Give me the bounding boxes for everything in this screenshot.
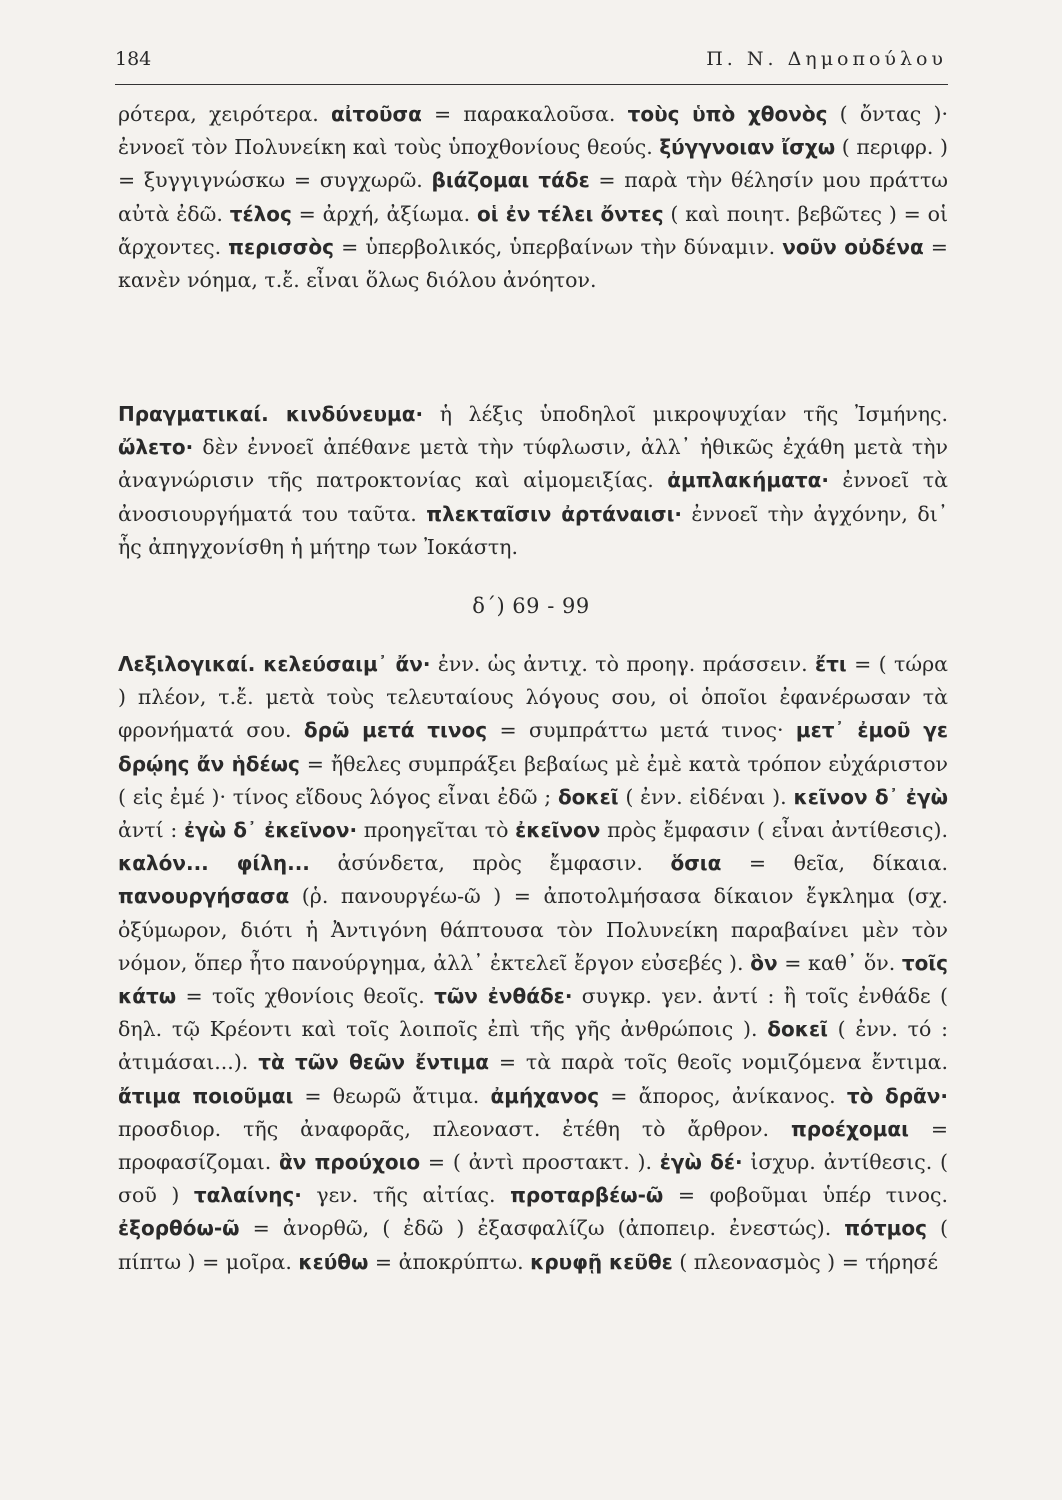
text-segment: ( περιφρ. ) = ξυγγιγνώσκω = συγχωρῶ. bbox=[118, 135, 949, 193]
text-segment: = τὰ παρὰ τοῖς θεοῖς νομιζόμενα ἔντιμα. bbox=[489, 1050, 949, 1075]
bold-term: ἂν προύχοιο bbox=[279, 1150, 421, 1175]
bold-term: περισσὸς bbox=[228, 234, 334, 259]
bold-term: προταρβέω-ῶ bbox=[510, 1183, 664, 1208]
bold-term: ὅσια bbox=[670, 851, 722, 876]
text-segment: ἰσχυρ. ἀντίθεσις. ( σοῦ ) bbox=[118, 1150, 948, 1208]
bold-term: δοκεῖ bbox=[557, 784, 619, 809]
bold-term: ὃν bbox=[750, 950, 778, 975]
text-segment: δὲν ἐννοεῖ ἀπέθανε μετὰ τὴν τύφλωσιν, ἀλλ᾽ ἠθικῶς ἐχάθη μετὰ τὴν ἀναγνώρισιν τῆς πατροκτονίας καὶ αἱμομειξίας. bbox=[118, 435, 948, 493]
bold-term: κεῖνον δ᾽ ἐγὼ bbox=[793, 784, 948, 809]
bold-term: πανουργήσασα bbox=[118, 884, 290, 909]
text-segment: ( πίπτω ) = μοῖρα. bbox=[118, 1216, 948, 1274]
bold-term: μετ᾽ ἐμοῦ γε δρῴης ἄν ἡδέως bbox=[118, 718, 948, 776]
text-segment: ( πλεονασμὸς ) = τήρησέ bbox=[672, 1249, 938, 1274]
bold-term: Πραγματικαί. κινδύνευμα· bbox=[118, 402, 424, 426]
text-segment: = καθ᾽ ὅν. bbox=[777, 950, 902, 975]
text-segment: = παρακαλοῦσα. bbox=[421, 102, 628, 126]
bold-term: ἐγὼ δ᾽ ἐκεῖνον· bbox=[184, 818, 358, 843]
bold-term: ἄτιμα ποιοῦμαι bbox=[118, 1083, 294, 1108]
bold-term: Λεξιλογικαί. κελεύσαιμ᾽ ἄν· bbox=[118, 652, 431, 676]
bold-term: καλόν... φίλη... bbox=[118, 851, 310, 876]
text-segment: ρότερα, χειρότερα. bbox=[118, 102, 331, 126]
text-segment: = θεῖα, δίκαια. bbox=[721, 851, 948, 876]
text-segment: = ἀποκρύπτω. bbox=[368, 1249, 531, 1274]
paragraph-lexilogikai bbox=[118, 648, 948, 1279]
bold-term: ὤλετο· bbox=[118, 435, 194, 460]
text-segment: ( ὄντας )· ἐννοεῖ τὸν Πολυνείκη καὶ τοὺς ὑποχθονίους θεούς. bbox=[118, 102, 948, 160]
bold-term: ἔτι bbox=[815, 652, 847, 676]
bold-term: ἐξορθόω-ῶ bbox=[118, 1216, 240, 1241]
header-rule bbox=[115, 84, 948, 85]
text-segment: ( ἐνν. εἰδέναι ). bbox=[618, 784, 794, 809]
bold-term: οἱ ἐν τέλει ὄντες bbox=[476, 201, 664, 226]
bold-term: τοῖς κάτω bbox=[118, 950, 948, 1009]
text-segment: = ὑπερβολικός, ὑπερβαίνων τὴν δύναμιν. bbox=[333, 234, 783, 259]
bold-term: βιάζομαι τάδε bbox=[431, 168, 590, 193]
bold-term: πλεκταῖσιν ἀρτάναισι· bbox=[426, 501, 682, 526]
text-segment: ( καὶ ποιητ. βεβῶτες ) = οἱ ἄρχοντες. bbox=[118, 201, 948, 259]
bold-term: ἀμήχανος bbox=[490, 1083, 600, 1108]
text-segment: = ἀνορθῶ, ( ἐδῶ ) ἐξασφαλίζω (ἀποπειρ. ἐνεστώς). bbox=[239, 1216, 845, 1241]
text-segment: ( ἐνν. τό : ἀτιμάσαι...). bbox=[118, 1017, 948, 1075]
page-header bbox=[115, 48, 947, 78]
bold-term: τὸ δρᾶν· bbox=[846, 1083, 948, 1108]
text-segment: = ἤθελες συμπράξει βεβαίως μὲ ἐμὲ κατὰ τρόπον εὐχάριστον ( εἰς ἐμέ )· τίνος εἴδους λόγος εἶναι ἐδῶ ; bbox=[118, 751, 948, 809]
section-heading: δ΄) 69 - 99 bbox=[472, 594, 590, 618]
text-segment: = ἄπορος, ἀνίκανος. bbox=[599, 1083, 847, 1108]
text-segment: = προφασίζομαι. bbox=[118, 1116, 948, 1175]
text-segment: ἐννοεῖ τὴν ἀγχόνην, δι᾽ ἧς ἀπηγχονίσθη ἡ μήτηρ των Ἰοκάστη. bbox=[118, 501, 948, 559]
bold-term: ταλαίνης· bbox=[193, 1183, 302, 1208]
text-segment: ἡ λέξις ὑποδηλοῖ μικροψυχίαν τῆς Ἰσμήνης. bbox=[423, 402, 949, 426]
bold-term: κεύθω bbox=[298, 1249, 369, 1274]
text-segment: = ( ἀντὶ προστακτ. ). bbox=[420, 1150, 660, 1175]
text-segment: ἀντί : bbox=[118, 818, 185, 843]
text-segment: συγκρ. γεν. ἀντί : ἢ τοῖς ἐνθάδε ( δηλ. τῷ Κρέοντι καὶ τοῖς λοιποῖς ἐπὶ τῆς γῆς ἀνθρώποις ). bbox=[118, 984, 948, 1042]
bold-term: ἀμπλακήματα· bbox=[667, 468, 829, 493]
text-segment: (ῥ. πανουργέω-ῶ ) = ἀποτολμήσασα δίκαιον ἔγκλημα (σχ. ὀξύμωρον, διότι ἡ Ἀντιγόνη θάπτουσα τὸν Πολυνείκη παραβαίνει μὲν τὸν νόμον, ὅπερ ἦτο πανούργημα, ἀλλ᾽ ἐκτελεῖ ἔργον εὐσεβές ). bbox=[118, 884, 948, 975]
bold-term: ἐγὼ δέ· bbox=[659, 1150, 743, 1175]
bold-term: τὰ τῶν θεῶν ἔντιμα bbox=[258, 1050, 490, 1075]
text-segment: πρὸς ἔμφασιν ( εἶναι ἀντίθεσις). bbox=[600, 818, 949, 843]
bold-term: τοὺς ὑπὸ χθονὸς bbox=[627, 102, 828, 126]
text-segment: = φοβοῦμαι ὑπέρ τινος. bbox=[663, 1183, 948, 1208]
text-segment: = ( τώρα ) πλέον, τ.ἔ. μετὰ τοὺς τελευταίους λόγους σου, οἱ ὁποῖοι ἐφανέρωσαν τὰ φρονήματά σου. bbox=[118, 652, 948, 743]
bold-term: τῶν ἐνθάδε· bbox=[434, 984, 573, 1009]
text-segment: γεν. τῆς αἰτίας. bbox=[301, 1183, 511, 1208]
text-segment: ἀσύνδετα, πρὸς ἔμφασιν. bbox=[309, 851, 671, 876]
text-segment: προσδιορ. τῆς ἀναφορᾶς, πλεοναστ. ἐτέθη τὸ ἄρθρον. bbox=[118, 1116, 791, 1141]
paragraph-1 bbox=[118, 98, 948, 297]
bold-term: δοκεῖ bbox=[767, 1017, 828, 1042]
bold-term: νοῦν οὐδένα bbox=[782, 234, 924, 259]
text-segment: = ἀρχή, ἀξίωμα. bbox=[291, 201, 477, 226]
bold-term: πότμος bbox=[844, 1216, 927, 1241]
bold-term: προέχομαι bbox=[790, 1116, 909, 1141]
page-number: 184 bbox=[115, 48, 152, 70]
bold-term: ξύγγνοιαν ἴσχω bbox=[659, 135, 836, 160]
text-segment: = συμπράττω μετά τινος· bbox=[487, 718, 796, 743]
text-segment: = τοῖς χθονίοις θεοῖς. bbox=[176, 984, 435, 1009]
text-segment: ἐννοεῖ τὰ ἀνοσιουργήματά του ταῦτα. bbox=[118, 468, 948, 526]
running-head: Π. Ν. Δημοπούλου bbox=[706, 48, 947, 70]
bold-term: κρυφῇ κεῦθε bbox=[530, 1249, 673, 1274]
text-segment: = κανὲν νόημα, τ.ἔ. εἶναι ὅλως διόλου ἀνόητον. bbox=[118, 234, 948, 293]
text-segment: = θεωρῶ ἄτιμα. bbox=[293, 1083, 491, 1108]
bold-term: τέλος bbox=[229, 201, 292, 226]
text-segment: ἐνν. ὡς ἀντιχ. τὸ προηγ. πράσσειν. bbox=[430, 652, 815, 676]
text-segment: προηγεῖται τὸ bbox=[357, 818, 516, 843]
paragraph-pragmatikai bbox=[118, 398, 948, 564]
bold-term: αἰτοῦσα bbox=[331, 102, 422, 126]
bold-term: δρῶ μετά τινος bbox=[303, 718, 488, 743]
text-segment: = παρὰ τὴν θέλησίν μου πράττω αὐτὰ ἐδῶ. bbox=[118, 168, 948, 226]
bold-term: ἐκεῖνον bbox=[515, 818, 601, 843]
